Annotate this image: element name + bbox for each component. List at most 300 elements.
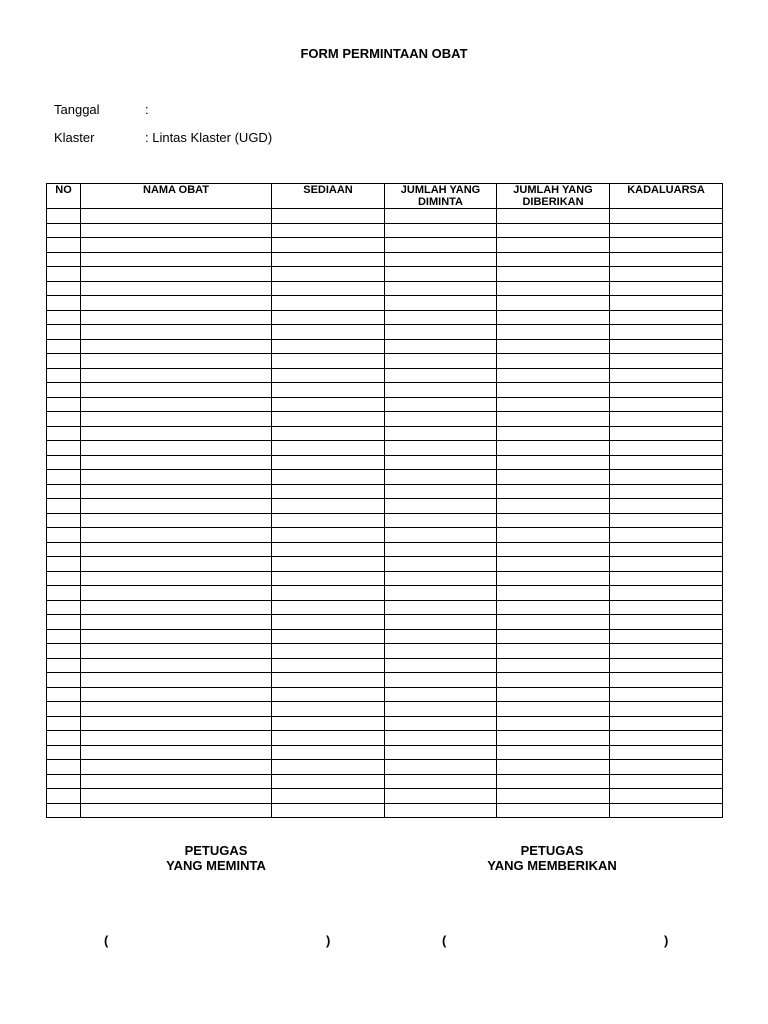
no-cell xyxy=(47,629,81,644)
qty-requested-cell xyxy=(385,368,497,383)
table-row xyxy=(47,716,723,731)
qty-given-cell xyxy=(497,586,610,601)
drug-name-cell xyxy=(81,310,272,325)
no-cell xyxy=(47,310,81,325)
preparation-cell xyxy=(272,223,385,238)
table-row xyxy=(47,499,723,514)
drug-name-cell xyxy=(81,687,272,702)
qty-requested-cell xyxy=(385,499,497,514)
expiry-cell xyxy=(610,600,723,615)
expiry-cell xyxy=(610,760,723,775)
qty-requested-cell xyxy=(385,571,497,586)
no-cell xyxy=(47,223,81,238)
preparation-cell xyxy=(272,426,385,441)
drug-name-cell xyxy=(81,600,272,615)
expiry-cell xyxy=(610,223,723,238)
table-row xyxy=(47,600,723,615)
table-row xyxy=(47,586,723,601)
qty-requested-cell xyxy=(385,803,497,818)
qty-given-cell xyxy=(497,223,610,238)
no-cell xyxy=(47,252,81,267)
qty-requested-cell xyxy=(385,223,497,238)
no-cell xyxy=(47,513,81,528)
requester-title-line2: YANG MEMINTA xyxy=(166,858,266,873)
qty-requested-cell xyxy=(385,339,497,354)
expiry-cell xyxy=(610,426,723,441)
table-row xyxy=(47,615,723,630)
preparation-cell xyxy=(272,789,385,804)
qty-given-cell xyxy=(497,702,610,717)
expiry-cell xyxy=(610,803,723,818)
no-cell xyxy=(47,586,81,601)
qty-given-cell xyxy=(497,426,610,441)
table-row xyxy=(47,238,723,253)
table-row xyxy=(47,542,723,557)
expiry-cell xyxy=(610,644,723,659)
expiry-cell xyxy=(610,441,723,456)
drug-name-cell xyxy=(81,803,272,818)
cluster-label: Klaster xyxy=(54,130,95,145)
drug-name-cell xyxy=(81,774,272,789)
expiry-cell xyxy=(610,571,723,586)
expiry-cell xyxy=(610,310,723,325)
drug-name-cell xyxy=(81,325,272,340)
preparation-cell xyxy=(272,368,385,383)
expiry-cell xyxy=(610,658,723,673)
expiry-cell xyxy=(610,702,723,717)
date-row xyxy=(54,102,149,117)
table-row xyxy=(47,774,723,789)
preparation-cell xyxy=(272,528,385,543)
drug-name-cell xyxy=(81,528,272,543)
preparation-cell xyxy=(272,383,385,398)
qty-requested-cell xyxy=(385,745,497,760)
qty-given-cell xyxy=(497,499,610,514)
no-cell xyxy=(47,484,81,499)
expiry-cell xyxy=(610,513,723,528)
drug-name-cell xyxy=(81,339,272,354)
drug-name-cell xyxy=(81,455,272,470)
qty-given-cell xyxy=(497,238,610,253)
table-row xyxy=(47,658,723,673)
table-row xyxy=(47,687,723,702)
no-cell xyxy=(47,267,81,282)
qty-given-cell xyxy=(497,252,610,267)
preparation-cell xyxy=(272,339,385,354)
preparation-cell xyxy=(272,731,385,746)
requester-title-line1: PETUGAS xyxy=(184,843,248,858)
header-no: NO xyxy=(47,184,81,209)
requester-name-open-paren: ( xyxy=(104,933,109,948)
no-cell xyxy=(47,441,81,456)
expiry-cell xyxy=(610,325,723,340)
drug-name-cell xyxy=(81,586,272,601)
no-cell xyxy=(47,412,81,427)
qty-requested-cell xyxy=(385,383,497,398)
expiry-cell xyxy=(610,542,723,557)
drug-name-cell xyxy=(81,267,272,282)
preparation-cell xyxy=(272,673,385,688)
table-row xyxy=(47,296,723,311)
preparation-cell xyxy=(272,557,385,572)
qty-requested-cell xyxy=(385,209,497,224)
no-cell xyxy=(47,325,81,340)
drug-name-cell xyxy=(81,383,272,398)
preparation-cell xyxy=(272,687,385,702)
header-qty-requested: JUMLAH YANG DIMINTA xyxy=(385,184,497,209)
qty-given-cell xyxy=(497,528,610,543)
expiry-cell xyxy=(610,252,723,267)
qty-given-cell xyxy=(497,774,610,789)
preparation-cell xyxy=(272,484,385,499)
expiry-cell xyxy=(610,673,723,688)
expiry-cell xyxy=(610,470,723,485)
qty-given-cell xyxy=(497,673,610,688)
expiry-cell xyxy=(610,455,723,470)
qty-given-cell xyxy=(497,470,610,485)
qty-requested-cell xyxy=(385,281,497,296)
table-row xyxy=(47,441,723,456)
qty-given-cell xyxy=(497,658,610,673)
drug-name-cell xyxy=(81,397,272,412)
qty-requested-cell xyxy=(385,470,497,485)
table-row xyxy=(47,325,723,340)
qty-given-cell xyxy=(497,803,610,818)
qty-given-cell xyxy=(497,745,610,760)
preparation-cell xyxy=(272,412,385,427)
expiry-cell xyxy=(610,629,723,644)
table-row xyxy=(47,397,723,412)
expiry-cell xyxy=(610,281,723,296)
qty-given-cell xyxy=(497,296,610,311)
qty-requested-cell xyxy=(385,615,497,630)
requester-signature-block xyxy=(116,843,316,873)
no-cell xyxy=(47,339,81,354)
drug-name-cell xyxy=(81,731,272,746)
qty-requested-cell xyxy=(385,629,497,644)
qty-requested-cell xyxy=(385,310,497,325)
expiry-cell xyxy=(610,354,723,369)
expiry-cell xyxy=(610,383,723,398)
no-cell xyxy=(47,209,81,224)
no-cell xyxy=(47,803,81,818)
expiry-cell xyxy=(610,296,723,311)
qty-given-cell xyxy=(497,397,610,412)
table-row xyxy=(47,281,723,296)
drug-name-cell xyxy=(81,760,272,775)
qty-requested-cell xyxy=(385,542,497,557)
qty-requested-cell xyxy=(385,296,497,311)
qty-requested-cell xyxy=(385,760,497,775)
preparation-cell xyxy=(272,354,385,369)
preparation-cell xyxy=(272,702,385,717)
drug-name-cell xyxy=(81,368,272,383)
preparation-cell xyxy=(272,745,385,760)
qty-requested-cell xyxy=(385,774,497,789)
expiry-cell xyxy=(610,209,723,224)
no-cell xyxy=(47,499,81,514)
no-cell xyxy=(47,687,81,702)
qty-requested-cell xyxy=(385,426,497,441)
drug-name-cell xyxy=(81,557,272,572)
qty-requested-cell xyxy=(385,600,497,615)
qty-requested-cell xyxy=(385,267,497,282)
qty-given-cell xyxy=(497,600,610,615)
table-row xyxy=(47,412,723,427)
drug-name-cell xyxy=(81,426,272,441)
qty-given-cell xyxy=(497,716,610,731)
giver-name-open-paren: ( xyxy=(442,933,447,948)
header-qty-given: JUMLAH YANG DIBERIKAN xyxy=(497,184,610,209)
preparation-cell xyxy=(272,296,385,311)
no-cell xyxy=(47,571,81,586)
qty-requested-cell xyxy=(385,252,497,267)
no-cell xyxy=(47,470,81,485)
qty-given-cell xyxy=(497,267,610,282)
drug-name-cell xyxy=(81,223,272,238)
no-cell xyxy=(47,716,81,731)
table-row xyxy=(47,310,723,325)
preparation-cell xyxy=(272,499,385,514)
qty-requested-cell xyxy=(385,644,497,659)
no-cell xyxy=(47,368,81,383)
preparation-cell xyxy=(272,774,385,789)
qty-given-cell xyxy=(497,789,610,804)
drug-name-cell xyxy=(81,658,272,673)
table-header-row xyxy=(47,184,723,209)
qty-requested-cell xyxy=(385,455,497,470)
qty-given-cell xyxy=(497,687,610,702)
no-cell xyxy=(47,281,81,296)
table-row xyxy=(47,252,723,267)
expiry-cell xyxy=(610,731,723,746)
qty-requested-cell xyxy=(385,484,497,499)
expiry-cell xyxy=(610,368,723,383)
qty-given-cell xyxy=(497,484,610,499)
no-cell xyxy=(47,615,81,630)
qty-requested-cell xyxy=(385,687,497,702)
preparation-cell xyxy=(272,209,385,224)
qty-given-cell xyxy=(497,571,610,586)
qty-given-cell xyxy=(497,354,610,369)
qty-given-cell xyxy=(497,325,610,340)
qty-given-cell xyxy=(497,615,610,630)
preparation-cell xyxy=(272,803,385,818)
no-cell xyxy=(47,702,81,717)
drug-name-cell xyxy=(81,615,272,630)
table-row xyxy=(47,484,723,499)
expiry-cell xyxy=(610,687,723,702)
qty-given-cell xyxy=(497,731,610,746)
preparation-cell xyxy=(272,629,385,644)
qty-given-cell xyxy=(497,513,610,528)
expiry-cell xyxy=(610,745,723,760)
requester-name-close-paren: ) xyxy=(326,933,331,948)
drug-name-cell xyxy=(81,209,272,224)
drug-name-cell xyxy=(81,673,272,688)
no-cell xyxy=(47,658,81,673)
drug-name-cell xyxy=(81,281,272,296)
table-row xyxy=(47,702,723,717)
no-cell xyxy=(47,789,81,804)
qty-given-cell xyxy=(497,368,610,383)
expiry-cell xyxy=(610,528,723,543)
qty-requested-cell xyxy=(385,658,497,673)
no-cell xyxy=(47,731,81,746)
expiry-cell xyxy=(610,412,723,427)
expiry-cell xyxy=(610,789,723,804)
header-expiry: KADALUARSA xyxy=(610,184,723,209)
qty-given-cell xyxy=(497,209,610,224)
no-cell xyxy=(47,528,81,543)
no-cell xyxy=(47,455,81,470)
drug-name-cell xyxy=(81,484,272,499)
drug-name-cell xyxy=(81,441,272,456)
expiry-cell xyxy=(610,397,723,412)
no-cell xyxy=(47,238,81,253)
qty-given-cell xyxy=(497,310,610,325)
drug-name-cell xyxy=(81,513,272,528)
preparation-cell xyxy=(272,571,385,586)
date-value: : xyxy=(145,102,149,117)
expiry-cell xyxy=(610,586,723,601)
table-row xyxy=(47,470,723,485)
preparation-cell xyxy=(272,470,385,485)
drug-name-cell xyxy=(81,745,272,760)
qty-requested-cell xyxy=(385,325,497,340)
preparation-cell xyxy=(272,513,385,528)
table-row xyxy=(47,673,723,688)
qty-given-cell xyxy=(497,383,610,398)
no-cell xyxy=(47,542,81,557)
table-row xyxy=(47,731,723,746)
preparation-cell xyxy=(272,542,385,557)
drug-name-cell xyxy=(81,252,272,267)
no-cell xyxy=(47,557,81,572)
drug-name-cell xyxy=(81,354,272,369)
table-row xyxy=(47,223,723,238)
table-row xyxy=(47,513,723,528)
qty-requested-cell xyxy=(385,789,497,804)
drug-request-table xyxy=(46,183,723,818)
qty-given-cell xyxy=(497,557,610,572)
expiry-cell xyxy=(610,774,723,789)
cluster-row xyxy=(54,130,272,145)
expiry-cell xyxy=(610,267,723,282)
table-row xyxy=(47,745,723,760)
cluster-value: : Lintas Klaster (UGD) xyxy=(145,130,273,145)
preparation-cell xyxy=(272,441,385,456)
table-row xyxy=(47,354,723,369)
table-row xyxy=(47,528,723,543)
expiry-cell xyxy=(610,339,723,354)
preparation-cell xyxy=(272,586,385,601)
qty-given-cell xyxy=(497,412,610,427)
date-label: Tanggal xyxy=(54,102,100,117)
table-row xyxy=(47,557,723,572)
qty-requested-cell xyxy=(385,702,497,717)
qty-requested-cell xyxy=(385,513,497,528)
preparation-cell xyxy=(272,281,385,296)
table-row xyxy=(47,455,723,470)
qty-requested-cell xyxy=(385,441,497,456)
preparation-cell xyxy=(272,252,385,267)
no-cell xyxy=(47,397,81,412)
preparation-cell xyxy=(272,644,385,659)
header-drug-name: NAMA OBAT xyxy=(81,184,272,209)
drug-name-cell xyxy=(81,789,272,804)
table-row xyxy=(47,760,723,775)
expiry-cell xyxy=(610,557,723,572)
preparation-cell xyxy=(272,310,385,325)
qty-requested-cell xyxy=(385,397,497,412)
table-row xyxy=(47,383,723,398)
giver-name-close-paren: ) xyxy=(664,933,669,948)
qty-requested-cell xyxy=(385,716,497,731)
preparation-cell xyxy=(272,238,385,253)
preparation-cell xyxy=(272,267,385,282)
expiry-cell xyxy=(610,484,723,499)
table-row xyxy=(47,368,723,383)
expiry-cell xyxy=(610,716,723,731)
table-row xyxy=(47,803,723,818)
table-row xyxy=(47,789,723,804)
qty-requested-cell xyxy=(385,673,497,688)
no-cell xyxy=(47,426,81,441)
expiry-cell xyxy=(610,615,723,630)
no-cell xyxy=(47,760,81,775)
giver-title-line1: PETUGAS xyxy=(520,843,584,858)
table-row xyxy=(47,629,723,644)
table-row xyxy=(47,426,723,441)
no-cell xyxy=(47,296,81,311)
qty-requested-cell xyxy=(385,528,497,543)
qty-requested-cell xyxy=(385,557,497,572)
no-cell xyxy=(47,600,81,615)
no-cell xyxy=(47,673,81,688)
preparation-cell xyxy=(272,716,385,731)
giver-signature-block xyxy=(452,843,652,873)
form-title: FORM PERMINTAAN OBAT xyxy=(300,46,468,61)
qty-given-cell xyxy=(497,455,610,470)
qty-given-cell xyxy=(497,542,610,557)
qty-requested-cell xyxy=(385,586,497,601)
drug-name-cell xyxy=(81,716,272,731)
drug-name-cell xyxy=(81,542,272,557)
expiry-cell xyxy=(610,499,723,514)
preparation-cell xyxy=(272,658,385,673)
qty-requested-cell xyxy=(385,412,497,427)
qty-given-cell xyxy=(497,339,610,354)
no-cell xyxy=(47,354,81,369)
drug-name-cell xyxy=(81,296,272,311)
drug-name-cell xyxy=(81,499,272,514)
no-cell xyxy=(47,644,81,659)
table-row xyxy=(47,571,723,586)
drug-name-cell xyxy=(81,470,272,485)
drug-name-cell xyxy=(81,629,272,644)
qty-requested-cell xyxy=(385,354,497,369)
header-preparation: SEDIAAN xyxy=(272,184,385,209)
drug-name-cell xyxy=(81,644,272,659)
drug-name-cell xyxy=(81,412,272,427)
preparation-cell xyxy=(272,455,385,470)
qty-given-cell xyxy=(497,760,610,775)
drug-name-cell xyxy=(81,238,272,253)
qty-requested-cell xyxy=(385,731,497,746)
preparation-cell xyxy=(272,760,385,775)
giver-title-line2: YANG MEMBERIKAN xyxy=(487,858,617,873)
